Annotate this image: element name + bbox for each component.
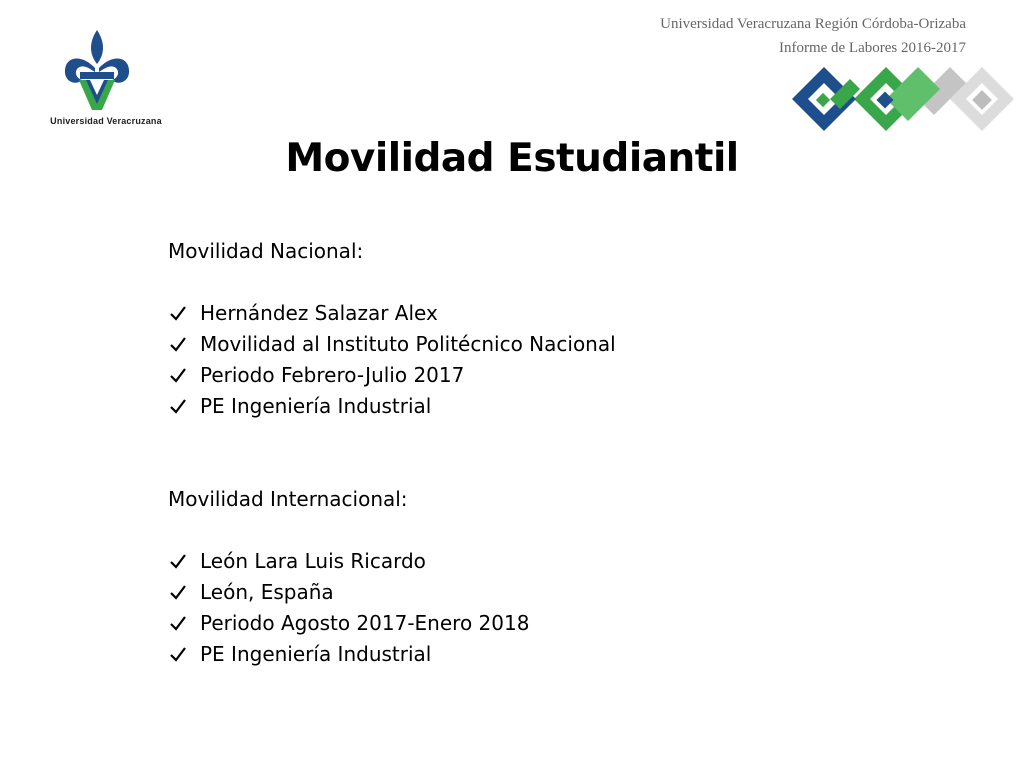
list-item-text: Periodo Febrero-Julio 2017 bbox=[200, 363, 465, 387]
header-institution: Universidad Veracruzana Región Córdoba-Orizaba bbox=[660, 16, 966, 32]
section-heading-nacional: Movilidad Nacional: bbox=[168, 239, 364, 263]
checkmark-icon bbox=[168, 614, 188, 634]
list-item-text: Movilidad al Instituto Politécnico Nacional bbox=[200, 332, 616, 356]
list-item-text: PE Ingeniería Industrial bbox=[200, 642, 432, 666]
list-item-text: Periodo Agosto 2017-Enero 2018 bbox=[200, 611, 530, 635]
checkmark-icon bbox=[168, 397, 188, 417]
list-item bbox=[168, 608, 616, 639]
section-heading-internacional: Movilidad Internacional: bbox=[168, 487, 408, 511]
content-body bbox=[168, 236, 616, 670]
checkmark-icon bbox=[168, 552, 188, 572]
checkmark-icon bbox=[168, 583, 188, 603]
list-internacional bbox=[168, 546, 616, 670]
checkmark-icon bbox=[168, 366, 188, 386]
decorative-pattern-icon bbox=[790, 66, 1024, 132]
list-item bbox=[168, 360, 616, 391]
list-item bbox=[168, 329, 616, 360]
list-item bbox=[168, 298, 616, 329]
list-item-text: Hernández Salazar Alex bbox=[200, 301, 438, 325]
fleur-de-lis-v-logo-icon bbox=[62, 28, 132, 116]
list-item bbox=[168, 639, 616, 670]
list-nacional bbox=[168, 298, 616, 422]
list-item bbox=[168, 391, 616, 422]
list-item bbox=[168, 577, 616, 608]
university-logo bbox=[36, 28, 166, 132]
header-report: Informe de Labores 2016-2017 bbox=[778, 40, 966, 56]
checkmark-icon bbox=[168, 335, 188, 355]
list-item-text: PE Ingeniería Industrial bbox=[200, 394, 432, 418]
list-item bbox=[168, 546, 616, 577]
page-title: Movilidad Estudiantil bbox=[285, 136, 739, 181]
list-item-text: León, España bbox=[200, 580, 334, 604]
logo-text: Universidad Veracruzana bbox=[50, 116, 162, 126]
checkmark-icon bbox=[168, 304, 188, 324]
checkmark-icon bbox=[168, 645, 188, 665]
list-item-text: León Lara Luis Ricardo bbox=[200, 549, 426, 573]
